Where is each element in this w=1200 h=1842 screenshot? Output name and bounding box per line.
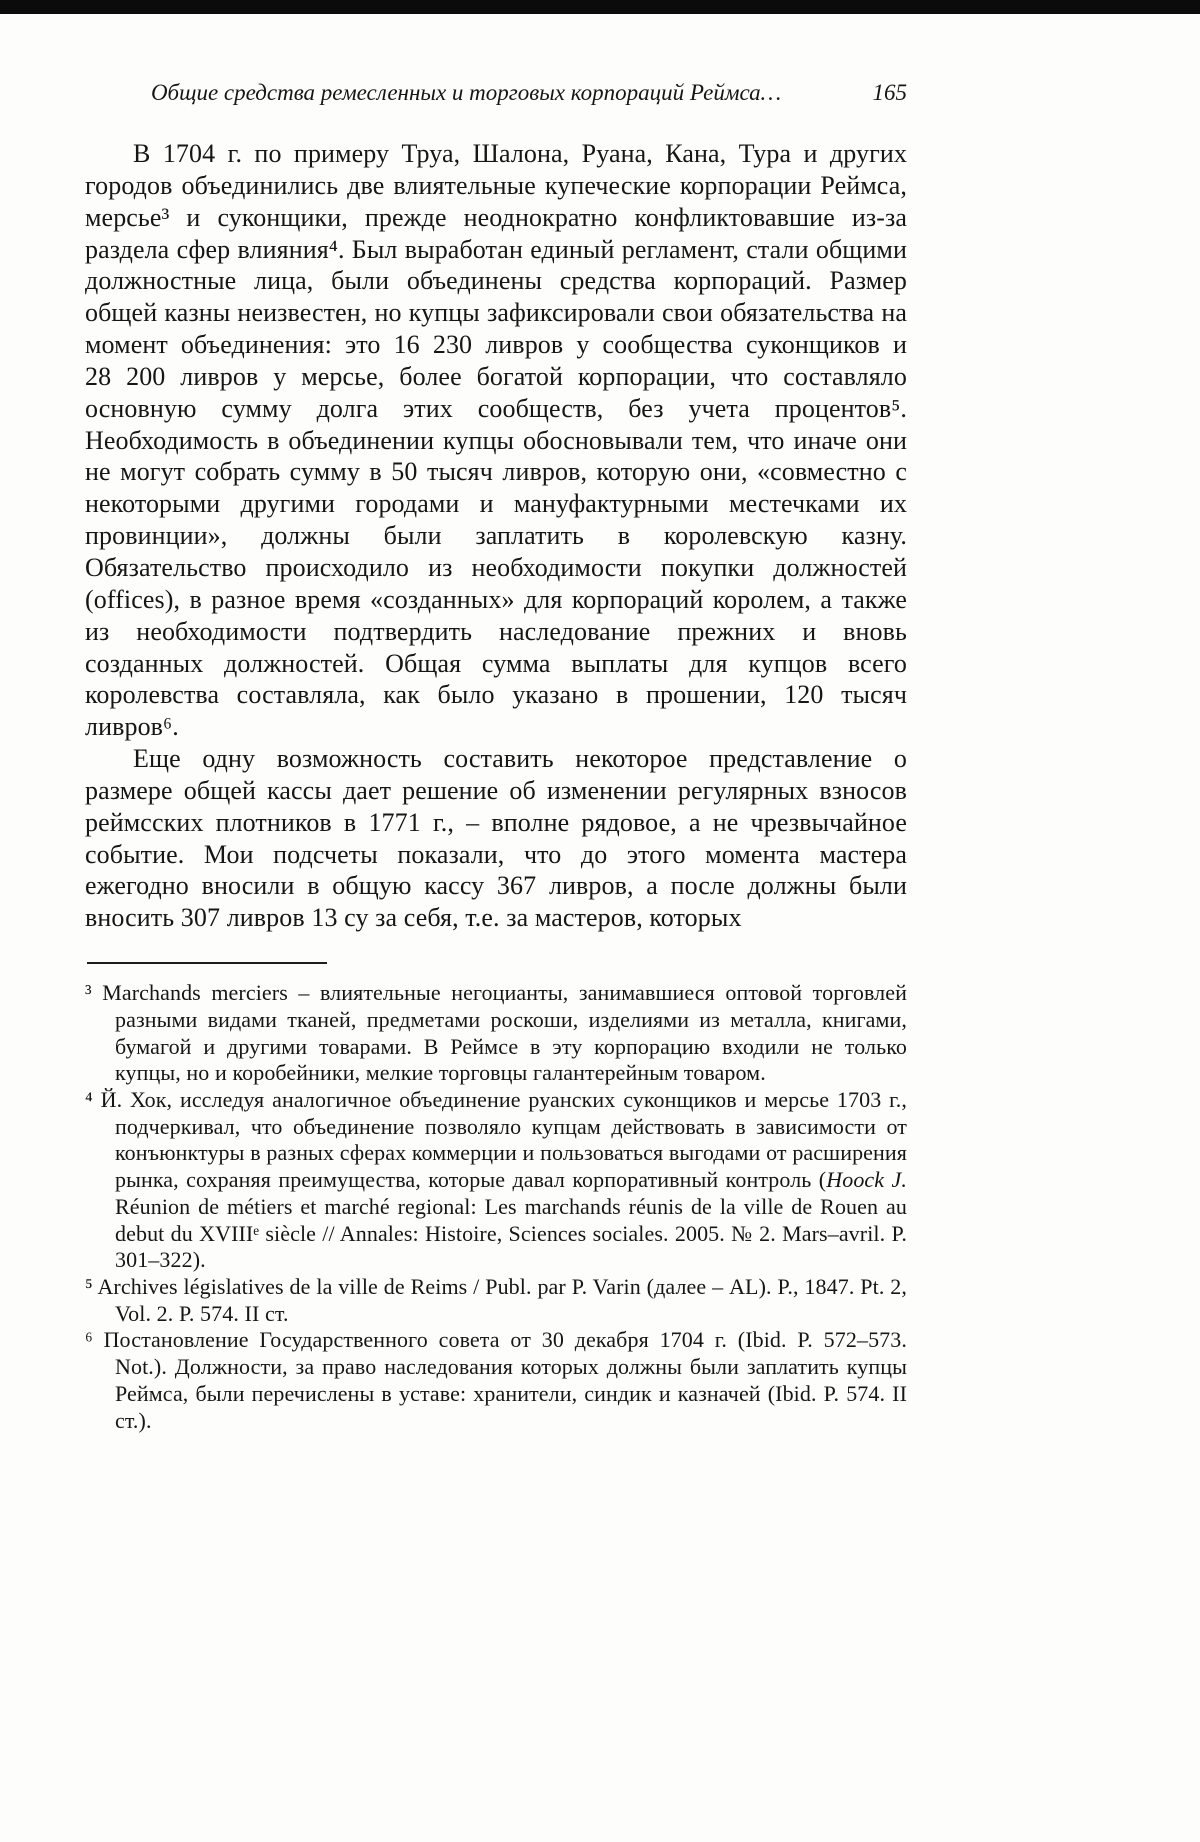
running-header xyxy=(85,76,907,110)
scan-edge-artifact xyxy=(0,0,1200,14)
footnotes xyxy=(85,980,907,1434)
footnote-4 xyxy=(85,1087,907,1274)
footnote-5-marker: ⁵ xyxy=(85,1274,93,1299)
footnote-6-text: Постановление Государственного совета от 30 декабря 1704 г. (Ibid. P. 572–573. Not.). Должности, за право наследования которых должны были заплатить купцы Реймса, были перечислены в уставе: хранители, синдик и казначей (Ibid. P. 574. II ст.). xyxy=(103,1327,907,1433)
footnote-4-text-lead: Й. Хок, исследуя аналогичное объединение руанских суконщиков и мерсье 1703 г., подчеркивал, что объединение позволяло купцам действовать в зависимости от конъюнктуры в разных сферах коммерции и пользоваться выгодами от расширения рынка, сохраняя преимущества, которые давал корпоративный контроль ( xyxy=(100,1086,907,1193)
footnote-6-marker: ⁶ xyxy=(85,1327,93,1353)
body-text xyxy=(85,138,907,934)
paragraph-2: Еще одну возможность составить некоторое представление о размере общей кассы дает решение об изменении регулярных взносов реймсских плотников в 1771 г., – вполне рядовое, а не чрезвычайное событие. Мои подсчеты показали, что до этого момента мастера ежегодно вносили в общую кассу 367 ливров, а после должны были вносить 307 ливров 13 су за себя, т.е. за мастеров, которых xyxy=(85,744,907,933)
page-number: 165 xyxy=(872,80,907,105)
footnote-separator xyxy=(87,962,327,964)
footnote-4-author-italic: Hoock J. xyxy=(826,1167,907,1193)
footnote-4-marker: ⁴ xyxy=(85,1086,93,1112)
footnote-3-marker: ³ xyxy=(85,980,92,1006)
footnote-6 xyxy=(85,1327,907,1434)
footnote-3 xyxy=(85,980,907,1087)
page-content xyxy=(85,138,907,1434)
footnote-5-text: Archives législatives de la ville de Reims / Publ. par P. Varin (далее – AL). P., 1847. Pt. 2, Vol. 2. P. 574. II ст. xyxy=(97,1274,907,1326)
footnote-4-text-tail: Réunion de métiers et marché regional: Les marchands réunis de la ville de Rouen au debut du XVIIIᵉ siècle // Annales: Histoire, Sciences sociales. 2005. № 2. Mars–avril. P. 301–322). xyxy=(115,1193,907,1273)
running-header-title: Общие средства ремесленных и торговых корпораций Реймса… xyxy=(150,80,782,105)
footnote-5 xyxy=(85,1274,907,1327)
footnote-3-text: Marchands merciers – влиятельные негоцианты, занимавшиеся оптовой торговлей разными видами тканей, предметами роскоши, изделиями из металла, книгами, бумагой и другими товарами. В Реймсе в эту корпорацию входили не только купцы, но и коробейники, мелкие торговцы галантерейным товаром. xyxy=(102,980,907,1086)
paragraph-1: В 1704 г. по примеру Труа, Шалона, Руана, Кана, Тура и других городов объединились две влиятельные купеческие корпорации Реймса, мерсье³ и суконщики, прежде неоднократно конфликтовавшие из-за раздела сфер влияния⁴. Был выработан единый регламент, стали общими должностные лица, были объединены средства корпораций. Размер общей казны неизвестен, но купцы зафиксировали свои обязательства на момент объединения: это 16 230 ливров у сообщества суконщиков и 28 200 ливров у мерсье, более богатой корпорации, что составляло основную сумму долга этих сообществ, без учета процентов⁵. Необходимость в объединении купцы обосновывали тем, что иначе они не могут собрать сумму в 50 тысяч ливров, которую они, «совместно с некоторыми другими городами и мануфактурными местечками их провинции», должны были заплатить в королевскую казну. Обязательство происходило из необходимости покупки должностей (offices), в разное время «созданных» для корпораций королем, а также из необходимости подтвердить наследование прежних и вновь созданных должностей. Общая сумма выплаты для купцов всего королевства составляла, как было указано в прошении, 120 тысяч ливров⁶. xyxy=(85,139,907,742)
